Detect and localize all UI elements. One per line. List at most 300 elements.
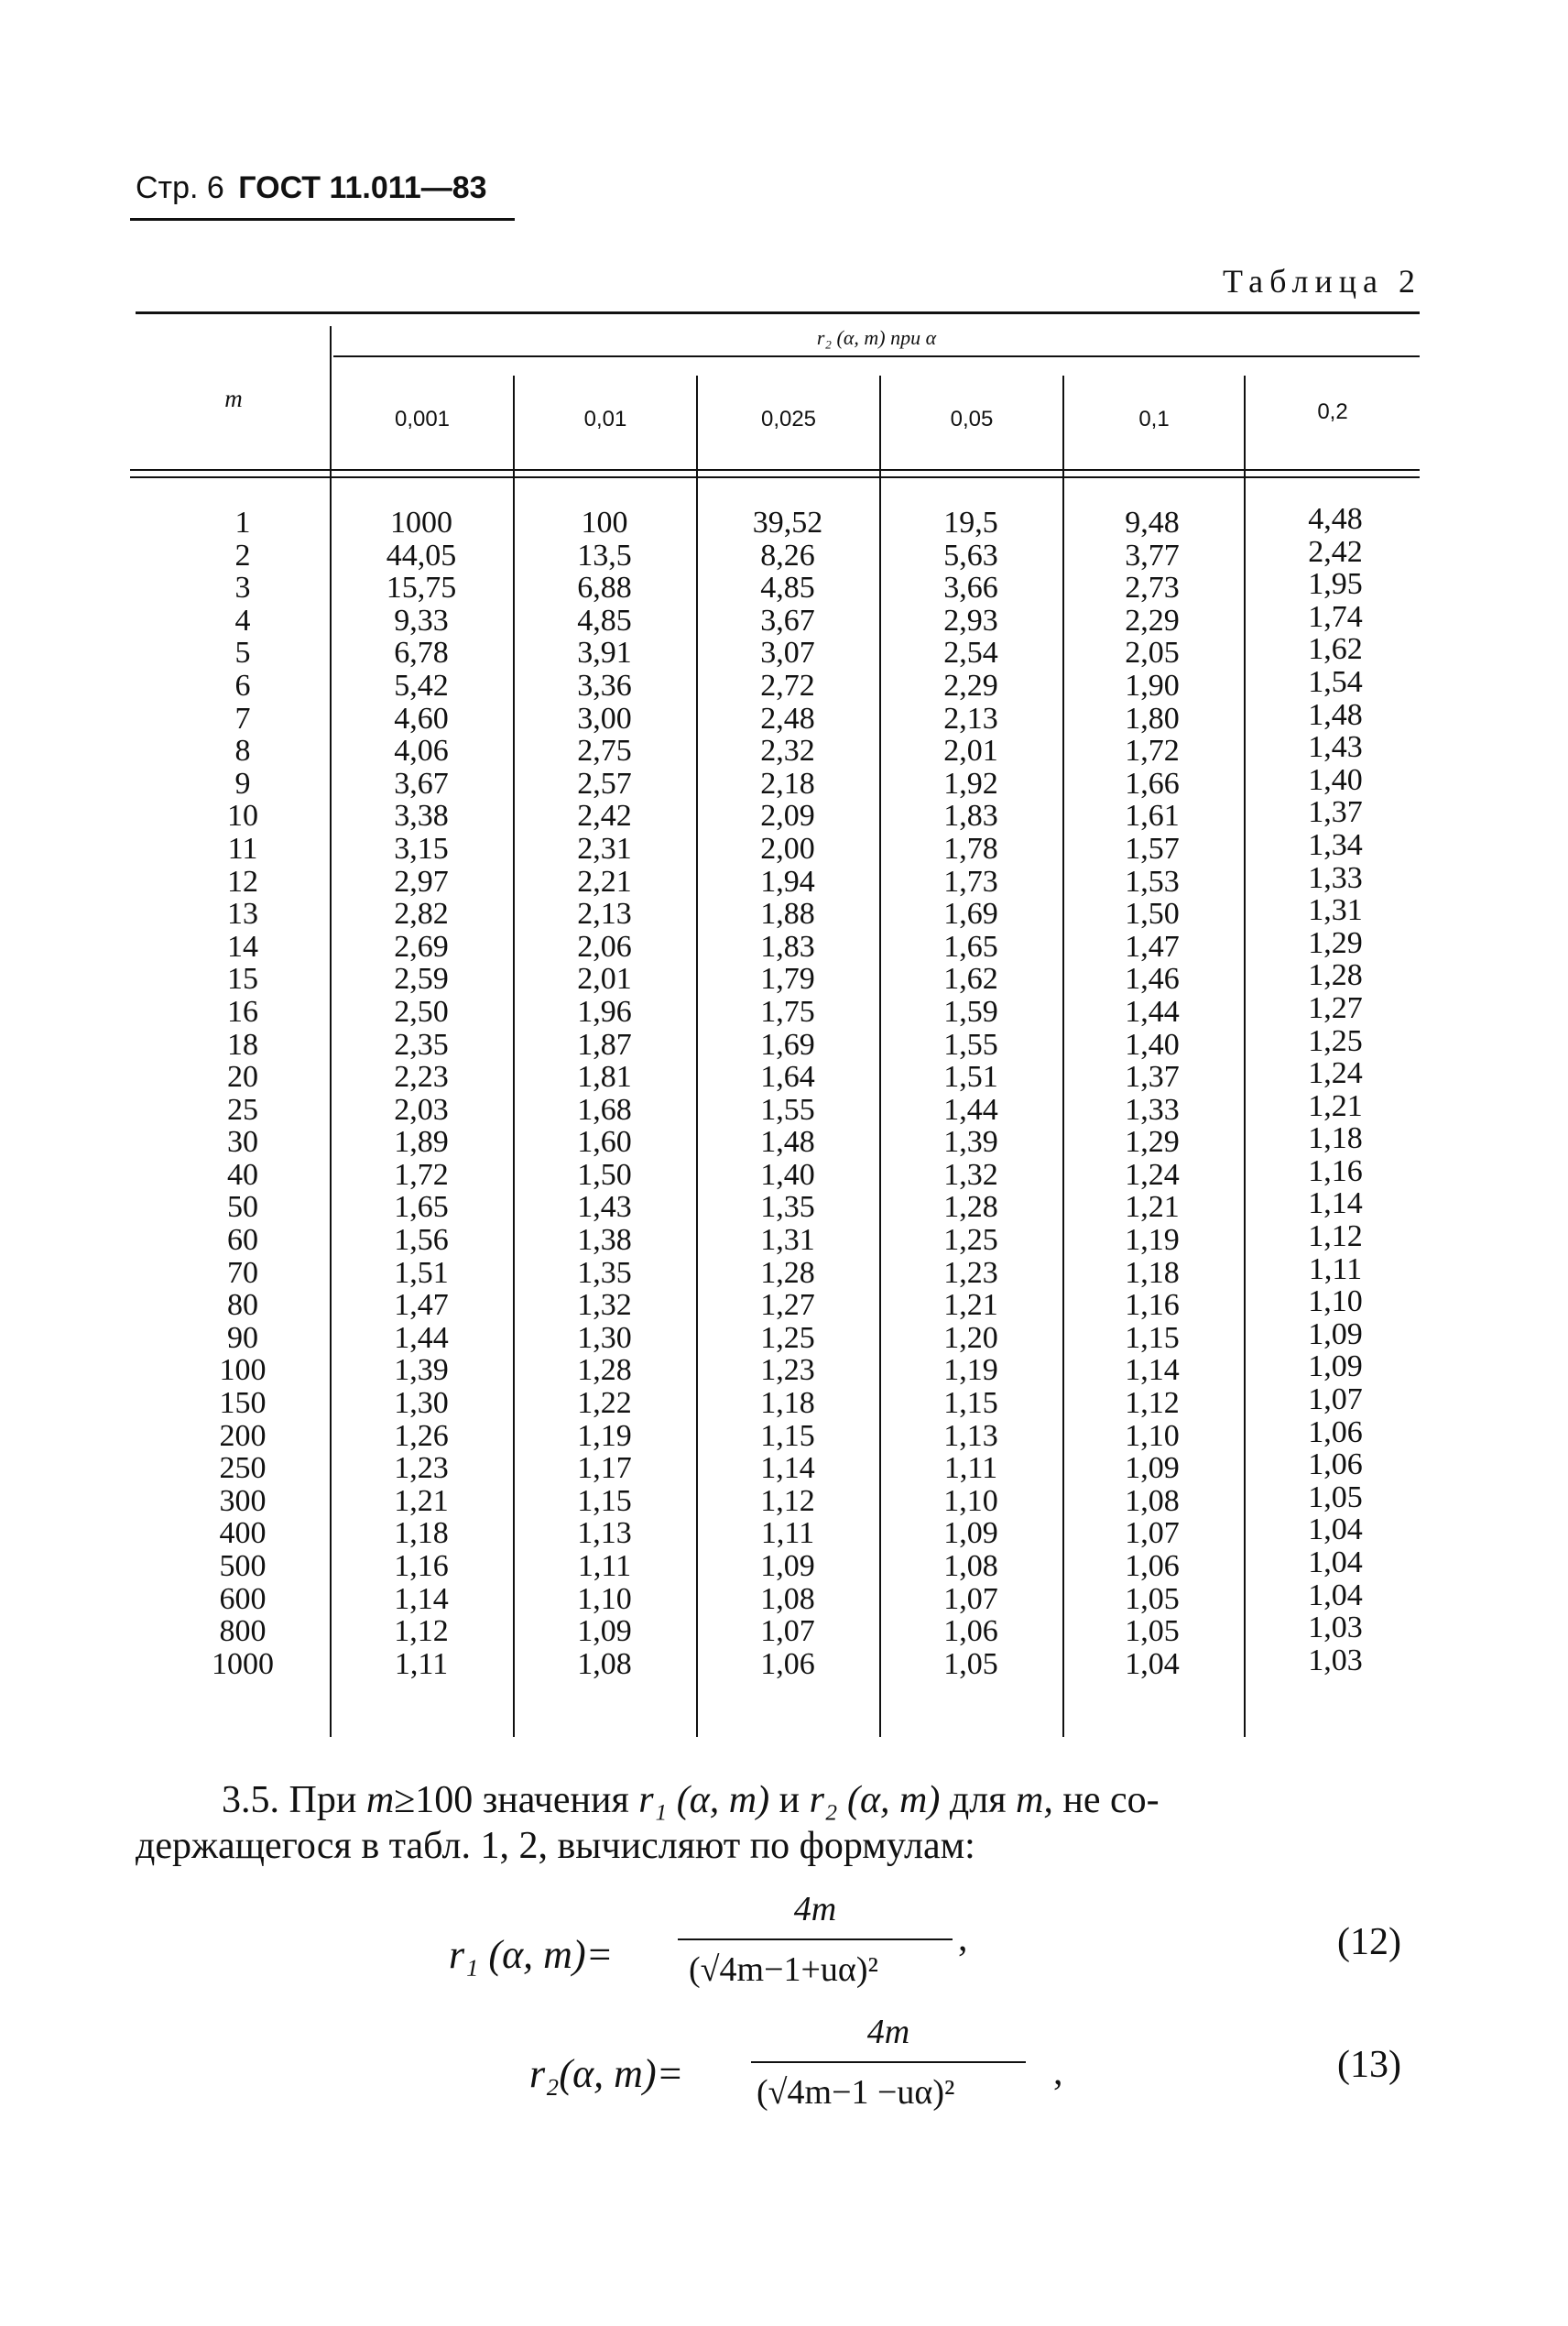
table-cell: 1,62 <box>943 962 998 997</box>
table-cell: 1,48 <box>1308 697 1363 732</box>
table-cell: 1,55 <box>943 1027 998 1062</box>
table-cell: 1,62 <box>1308 632 1363 667</box>
table-cell: 2,23 <box>394 1060 449 1095</box>
table-cell-m: 18 <box>227 1027 258 1062</box>
table-cell: 1,11 <box>1308 1251 1363 1286</box>
table-cell: 13,5 <box>577 538 632 573</box>
table-cell: 1,27 <box>1308 990 1363 1025</box>
table-cell-m: 3 <box>234 571 251 606</box>
table-cell: 5,42 <box>394 668 449 703</box>
table-cell: 1,35 <box>760 1190 815 1225</box>
table-cell: 1,28 <box>1308 958 1363 993</box>
formula-13-numerator: 4m <box>866 2013 910 2051</box>
table-cell: 1,22 <box>577 1386 632 1421</box>
formula-12-lhs: r₁ (α, m)= <box>449 1932 614 1977</box>
table-cell: 1,29 <box>1125 1125 1180 1160</box>
table-cell: 1,53 <box>1125 864 1180 899</box>
table-cell: 1,05 <box>1308 1480 1363 1514</box>
table-cell-m: 90 <box>227 1320 258 1355</box>
table-cell: 2,06 <box>577 929 632 964</box>
table-cell: 1,04 <box>1308 1545 1363 1579</box>
table-cell: 2,42 <box>577 799 632 834</box>
table-cell: 1,06 <box>1308 1447 1363 1482</box>
table-cell: 2,82 <box>394 897 449 932</box>
table-cell: 1,29 <box>1308 925 1363 960</box>
m-column-header: m <box>224 385 243 412</box>
alpha-header-5: 0,2 <box>1317 399 1348 424</box>
table-cell-m: 25 <box>227 1092 258 1127</box>
formula-13-comma: , <box>1053 2051 1063 2093</box>
alpha-header-1: 0,01 <box>583 407 627 431</box>
table-cell: 1,15 <box>943 1386 998 1421</box>
table-cell: 8,26 <box>760 538 815 573</box>
table-cell: 1,12 <box>394 1614 449 1649</box>
page-number: Стр. 6 <box>136 170 224 205</box>
table-cell: 1,35 <box>577 1255 632 1290</box>
table-cell: 1,59 <box>943 994 998 1029</box>
table-cell: 1,03 <box>1308 1643 1363 1677</box>
table-cell: 1,37 <box>1308 795 1363 830</box>
table-cell: 2,13 <box>577 897 632 932</box>
table-cell-m: 20 <box>227 1060 258 1095</box>
col-divider-3 <box>879 376 881 1737</box>
table-cell: 1,24 <box>1308 1056 1363 1091</box>
table-cell: 1,11 <box>577 1549 632 1583</box>
table-cell: 1,92 <box>943 766 998 801</box>
table-cell: 1,44 <box>1125 994 1180 1029</box>
table-cell: 1,05 <box>1125 1581 1180 1616</box>
table-cell: 1,68 <box>577 1092 632 1127</box>
table-cell: 1,21 <box>394 1483 449 1518</box>
table-cell: 2,00 <box>760 831 815 866</box>
table-cell: 1,40 <box>1125 1027 1180 1062</box>
paragraph-3-5-line-2: держащегося в табл. 1, 2, вычисляют по формулам: <box>136 1825 975 1867</box>
table-cell-m: 250 <box>219 1451 267 1486</box>
table-cell: 1,16 <box>1308 1153 1363 1188</box>
table-cell: 1,12 <box>1125 1386 1180 1421</box>
table-cell: 3,38 <box>394 799 449 834</box>
table-cell: 1,21 <box>1125 1190 1180 1225</box>
table-cell: 1,57 <box>1125 831 1180 866</box>
table-cell: 1,08 <box>943 1549 998 1583</box>
table-cell: 3,36 <box>577 668 632 703</box>
table-cell-m: 400 <box>219 1516 267 1551</box>
table-cell: 1,96 <box>577 994 632 1029</box>
table-cell: 1,31 <box>1308 893 1363 928</box>
para-word: для <box>949 1779 1007 1821</box>
table-cell-m: 8 <box>234 734 251 769</box>
table-cell: 1,47 <box>394 1288 449 1323</box>
table-cell: 1,19 <box>943 1353 998 1388</box>
group-header: r₂ (α, m) при α <box>816 326 937 349</box>
table-cell: 1,65 <box>394 1190 449 1225</box>
table-cell: 1,13 <box>943 1418 998 1453</box>
table-cell: 1,30 <box>394 1386 449 1421</box>
formula-13-fraction-bar <box>751 2061 1026 2063</box>
table-cell: 1,72 <box>1125 734 1180 769</box>
standard-code: ГОСТ 11.011—83 <box>238 170 487 205</box>
table-cell: 1,64 <box>760 1060 815 1095</box>
table-cell-m: 150 <box>219 1386 267 1421</box>
col-divider-1 <box>513 376 515 1737</box>
table-cell: 1,33 <box>1125 1092 1180 1127</box>
table-cell: 1,32 <box>943 1157 998 1192</box>
table-cell: 1,34 <box>1308 827 1363 862</box>
table-cell-m: 11 <box>227 831 258 866</box>
table-cell: 100 <box>581 506 628 540</box>
table-cell: 1,88 <box>760 897 815 932</box>
table-cell: 1,15 <box>577 1483 632 1518</box>
table-cell: 1,18 <box>394 1516 449 1551</box>
table-cell: 1,09 <box>1125 1451 1180 1486</box>
table-cell: 1,95 <box>1308 567 1363 602</box>
table-cell: 1,24 <box>1125 1157 1180 1192</box>
para-word: При <box>289 1779 357 1821</box>
table-cell-m: 100 <box>219 1353 267 1388</box>
table-cell: 3,77 <box>1125 538 1180 573</box>
para-word: и <box>779 1779 800 1821</box>
para-r1: r₁ (α, m) <box>638 1779 770 1821</box>
table-cell: 1,43 <box>1308 730 1363 765</box>
table-cell: 1,08 <box>1125 1483 1180 1518</box>
alpha-header-3: 0,05 <box>950 407 994 431</box>
table-cell: 1,28 <box>943 1190 998 1225</box>
table-cell: 1,07 <box>943 1581 998 1616</box>
table-cell: 1,74 <box>1308 599 1363 634</box>
table-cell: 1,19 <box>1125 1223 1180 1258</box>
table-cell: 1,50 <box>1125 897 1180 932</box>
table-cell: 2,73 <box>1125 571 1180 606</box>
table-cell: 1,83 <box>943 799 998 834</box>
table-cell-m: 80 <box>227 1288 258 1323</box>
table-cell: 2,69 <box>394 929 449 964</box>
page-header <box>136 170 487 206</box>
table-cell: 2,31 <box>577 831 632 866</box>
table-cell: 2,13 <box>943 701 998 736</box>
formula-12-number: (12) <box>1337 1921 1401 1963</box>
table-cell: 1,55 <box>760 1092 815 1127</box>
table-cell: 3,00 <box>577 701 632 736</box>
table-cell: 1,12 <box>760 1483 815 1518</box>
table-cell: 1,46 <box>1125 962 1180 997</box>
table-cell: 1,10 <box>1308 1284 1363 1319</box>
col-divider-m <box>330 326 332 1737</box>
table-cell: 2,21 <box>577 864 632 899</box>
table-cell-m: 70 <box>227 1255 258 1290</box>
table-cell-m: 1 <box>234 506 251 540</box>
values-column-0.05 <box>888 507 1053 1680</box>
table-cell: 4,48 <box>1308 502 1363 536</box>
para-condition: ≥100 значения <box>394 1779 629 1821</box>
table-cell: 2,35 <box>394 1027 449 1062</box>
table-cell: 4,06 <box>394 734 449 769</box>
table-cell-m: 9 <box>234 766 251 801</box>
table-cell: 1,51 <box>943 1060 998 1095</box>
formula-13-lhs: r₂(α, m)= <box>529 2051 684 2096</box>
table-cell: 1,25 <box>1308 1023 1363 1058</box>
table-cell-m: 7 <box>234 701 251 736</box>
table-cell: 2,97 <box>394 864 449 899</box>
table-cell-m: 16 <box>227 994 258 1029</box>
table-cell: 1,48 <box>760 1125 815 1160</box>
header-rule <box>130 218 515 221</box>
table-cell: 3,15 <box>394 831 449 866</box>
table-cell: 1,09 <box>1308 1316 1363 1351</box>
table-cell: 1,12 <box>1308 1219 1363 1254</box>
values-column-0.025 <box>705 507 870 1680</box>
table-cell: 1,26 <box>394 1418 449 1453</box>
col-divider-2 <box>696 376 698 1737</box>
table-cell: 1,19 <box>577 1418 632 1453</box>
table-cell: 2,29 <box>943 668 998 703</box>
alpha-header-2: 0,025 <box>760 407 817 431</box>
table-cell: 1,10 <box>577 1581 632 1616</box>
col-divider-5 <box>1244 376 1246 1737</box>
formula-12-denominator: (√4m−1+uα)² <box>689 1950 878 1989</box>
table-cell: 1,83 <box>760 929 815 964</box>
table-cell: 1,39 <box>943 1125 998 1160</box>
table-cell: 3,67 <box>760 603 815 638</box>
table-cell: 1,79 <box>760 962 815 997</box>
table-cell: 1,73 <box>943 864 998 899</box>
table-cell: 2,50 <box>394 994 449 1029</box>
table-cell-m: 500 <box>219 1549 267 1583</box>
table-cell: 1,65 <box>943 929 998 964</box>
table-cell-m: 2 <box>234 538 251 573</box>
table-cell: 1,40 <box>760 1157 815 1192</box>
table-cell: 2,03 <box>394 1092 449 1127</box>
table-cell-m: 14 <box>227 929 258 964</box>
table-cell: 1,25 <box>943 1223 998 1258</box>
table-cell: 1,81 <box>577 1060 632 1095</box>
table-cell: 1,10 <box>1125 1418 1180 1453</box>
table-cell: 2,54 <box>943 636 998 671</box>
table-cell-m: 60 <box>227 1223 258 1258</box>
table-cell-m: 600 <box>219 1581 267 1616</box>
paragraph-3-5-line-1 <box>222 1777 1160 1823</box>
table-cell: 2,57 <box>577 766 632 801</box>
table-cell: 1,11 <box>760 1516 815 1551</box>
table-cell: 1,21 <box>943 1288 998 1323</box>
table-cell: 5,63 <box>943 538 998 573</box>
table-cell: 1,08 <box>760 1581 815 1616</box>
table-cell: 1,07 <box>1308 1382 1363 1417</box>
table-cell: 3,07 <box>760 636 815 671</box>
table-cell-m: 4 <box>234 603 251 638</box>
table-cell: 15,75 <box>386 571 457 606</box>
table-cell: 39,52 <box>752 506 823 540</box>
table-cell-m: 12 <box>227 864 258 899</box>
table-cell: 2,01 <box>943 734 998 769</box>
formula-13-denominator: (√4m−1 −uα)² <box>757 2073 955 2112</box>
values-column-0.2 <box>1253 503 1418 1676</box>
table-cell: 1,07 <box>1125 1516 1180 1551</box>
table-label: Таблица 2 <box>1223 263 1421 300</box>
table-cell-m: 40 <box>227 1157 258 1192</box>
table-cell: 1,56 <box>394 1223 449 1258</box>
table-cell: 1,06 <box>943 1614 998 1649</box>
table-cell: 1,04 <box>1125 1646 1180 1681</box>
table-cell: 1,18 <box>760 1386 815 1421</box>
table-cell: 1,14 <box>394 1581 449 1616</box>
alpha-header-4: 0,1 <box>1138 407 1170 431</box>
table-cell: 6,78 <box>394 636 449 671</box>
table-cell: 1,04 <box>1308 1578 1363 1612</box>
table-cell: 19,5 <box>943 506 998 540</box>
table-cell: 1,18 <box>1308 1121 1363 1156</box>
table-cell: 1,60 <box>577 1125 632 1160</box>
table-cell-m: 10 <box>227 799 258 834</box>
table-cell: 1,43 <box>577 1190 632 1225</box>
table-cell: 9,48 <box>1125 506 1180 540</box>
table-cell: 1000 <box>390 506 452 540</box>
table-cell: 1,28 <box>577 1353 632 1388</box>
table-cell: 2,01 <box>577 962 632 997</box>
header-bottom-rule-2 <box>130 476 1420 478</box>
formula-12-numerator: 4m <box>793 1890 837 1928</box>
table-cell: 3,67 <box>394 766 449 801</box>
table-cell: 1,09 <box>943 1516 998 1551</box>
table-cell: 1,09 <box>1308 1349 1363 1384</box>
table-cell: 1,11 <box>943 1451 998 1486</box>
table-cell: 1,61 <box>1125 799 1180 834</box>
table-cell-m: 1000 <box>212 1646 274 1681</box>
table-cell: 1,47 <box>1125 929 1180 964</box>
values-column-0.1 <box>1070 507 1235 1680</box>
table-cell: 2,42 <box>1308 534 1363 569</box>
table-cell: 1,75 <box>760 994 815 1029</box>
table-cell: 1,13 <box>577 1516 632 1551</box>
table-cell: 1,44 <box>394 1320 449 1355</box>
table-cell: 3,66 <box>943 571 998 606</box>
header-bottom-rule-1 <box>130 469 1420 471</box>
formula-12-fraction-bar <box>678 1938 953 1940</box>
table-cell: 1,06 <box>1308 1414 1363 1449</box>
m-values-column <box>183 507 302 1680</box>
table-cell: 1,16 <box>1125 1288 1180 1323</box>
table-cell: 1,18 <box>1125 1255 1180 1290</box>
table-cell: 1,11 <box>394 1646 449 1681</box>
table-cell: 1,23 <box>760 1353 815 1388</box>
table-cell: 1,23 <box>394 1451 449 1486</box>
values-column-0.01 <box>522 507 687 1680</box>
alpha-header-0: 0,001 <box>394 407 451 431</box>
table-cell: 3,91 <box>577 636 632 671</box>
table-cell: 1,05 <box>943 1646 998 1681</box>
table-cell-m: 5 <box>234 636 251 671</box>
table-cell: 1,69 <box>943 897 998 932</box>
table-cell: 1,89 <box>394 1125 449 1160</box>
table-cell: 1,14 <box>1308 1186 1363 1221</box>
table-cell: 1,20 <box>943 1320 998 1355</box>
table-cell-m: 300 <box>219 1483 267 1518</box>
table-cell: 1,05 <box>1125 1614 1180 1649</box>
formula-13-number: (13) <box>1337 2044 1401 2086</box>
table-cell: 1,37 <box>1125 1060 1180 1095</box>
values-column-0.001 <box>339 507 504 1680</box>
table-cell: 1,25 <box>760 1320 815 1355</box>
table-cell: 1,87 <box>577 1027 632 1062</box>
table-cell: 2,18 <box>760 766 815 801</box>
table-cell: 2,29 <box>1125 603 1180 638</box>
table-cell: 4,85 <box>760 571 815 606</box>
table-cell: 1,32 <box>577 1288 632 1323</box>
table-cell: 1,06 <box>760 1646 815 1681</box>
paragraph-number: 3.5. <box>222 1779 279 1821</box>
table-cell-m: 50 <box>227 1190 258 1225</box>
para-var-m: m <box>365 1779 395 1821</box>
table-cell: 1,17 <box>577 1451 632 1486</box>
table-cell: 1,08 <box>577 1646 632 1681</box>
table-cell: 4,85 <box>577 603 632 638</box>
table-cell: 1,94 <box>760 864 815 899</box>
table-cell-m: 6 <box>234 668 251 703</box>
table-cell: 2,93 <box>943 603 998 638</box>
group-header-rule <box>333 355 1420 357</box>
table-cell: 1,44 <box>943 1092 998 1127</box>
table-cell: 2,59 <box>394 962 449 997</box>
table-cell: 1,14 <box>760 1451 815 1486</box>
table-cell: 1,16 <box>394 1549 449 1583</box>
table-cell: 2,75 <box>577 734 632 769</box>
table-cell: 1,90 <box>1125 668 1180 703</box>
table-cell: 1,09 <box>760 1549 815 1583</box>
table-cell: 1,23 <box>943 1255 998 1290</box>
table-cell: 1,21 <box>1308 1088 1363 1123</box>
table-cell: 6,88 <box>577 571 632 606</box>
para-word: не со- <box>1062 1779 1160 1821</box>
table-cell: 1,72 <box>394 1157 449 1192</box>
table-cell: 1,69 <box>760 1027 815 1062</box>
col-divider-4 <box>1062 376 1064 1737</box>
table-cell: 2,09 <box>760 799 815 834</box>
table-cell: 2,48 <box>760 701 815 736</box>
table-cell: 1,04 <box>1308 1512 1363 1547</box>
table-cell: 1,14 <box>1125 1353 1180 1388</box>
table-cell: 2,32 <box>760 734 815 769</box>
table-top-rule <box>136 311 1420 314</box>
table-cell: 1,51 <box>394 1255 449 1290</box>
table-cell: 1,66 <box>1125 766 1180 801</box>
table-cell: 2,05 <box>1125 636 1180 671</box>
table-cell: 1,78 <box>943 831 998 866</box>
para-r2: r₂ (α, m) <box>809 1779 941 1821</box>
table-cell: 44,05 <box>386 538 457 573</box>
table-cell: 1,40 <box>1308 762 1363 797</box>
table-cell: 1,27 <box>760 1288 815 1323</box>
table-cell-m: 13 <box>227 897 258 932</box>
table-cell-m: 15 <box>227 962 258 997</box>
formula-12-comma: , <box>958 1917 968 1960</box>
table-cell: 1,15 <box>760 1418 815 1453</box>
table-cell: 1,28 <box>760 1255 815 1290</box>
table-cell: 1,06 <box>1125 1549 1180 1583</box>
table-cell: 1,03 <box>1308 1611 1363 1645</box>
table-cell: 1,31 <box>760 1223 815 1258</box>
table-cell: 1,50 <box>577 1157 632 1192</box>
table-cell-m: 200 <box>219 1418 267 1453</box>
table-cell-m: 30 <box>227 1125 258 1160</box>
table-cell: 1,10 <box>943 1483 998 1518</box>
table-cell: 1,07 <box>760 1614 815 1649</box>
table-cell: 9,33 <box>394 603 449 638</box>
table-cell: 4,60 <box>394 701 449 736</box>
para-var-m: m, <box>1016 1779 1053 1821</box>
table-cell: 1,33 <box>1308 860 1363 895</box>
table-cell: 1,15 <box>1125 1320 1180 1355</box>
table-cell-m: 800 <box>219 1614 267 1649</box>
table-cell: 1,54 <box>1308 664 1363 699</box>
